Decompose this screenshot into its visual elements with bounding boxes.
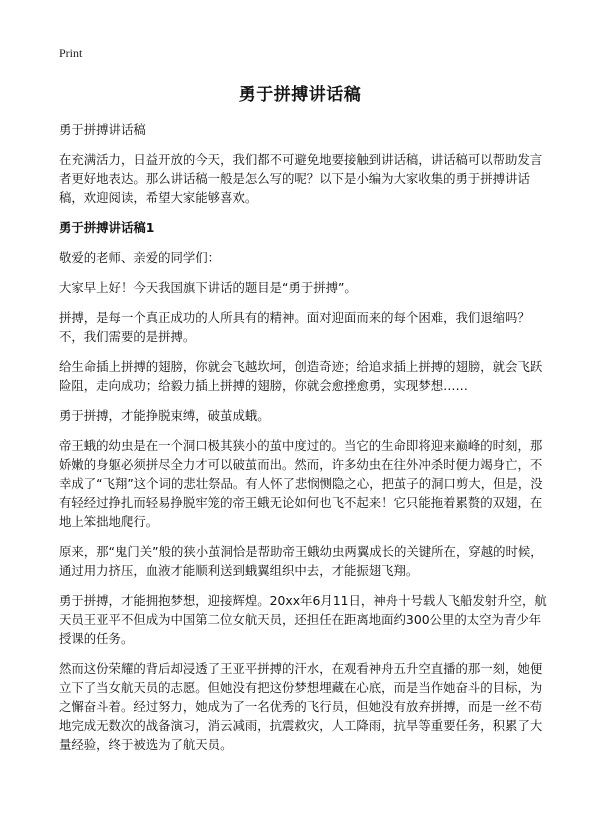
body-paragraph: 勇于拼搏，才能拥抱梦想，迎接辉煌。20xx年6月11日，神舟十号载人飞船发射升空，航天员王亚平不但成为中国第二位女航天员，还担任在距离地面约300公里的太空为青少年授课的任务。 [59, 593, 547, 646]
body-paragraph: 勇于拼搏，才能挣脱束缚，破茧成蛾。 [59, 408, 270, 423]
document-body [59, 120, 549, 765]
body-paragraph: 大家早上好！今天我国旗下讲话的题目是“勇于拼搏”。 [59, 280, 357, 295]
section-heading: 勇于拼搏讲话稿1 [59, 220, 155, 235]
salutation-paragraph: 敬爱的老师、亲爱的同学们： [59, 250, 221, 265]
print-link[interactable]: Print [59, 46, 83, 60]
body-paragraph: 帝王蛾的幼虫是在一个洞口极其狭小的茧中度过的。当它的生命即将迎来巅峰的时刻，那娇嫩的身躯必须拼尽全力才可以破茧而出。然而，许多幼虫在往外冲杀时便力竭身亡，不幸成了“飞翔”这个词的悲壮祭品。有人怀了悲悯恻隐之心，把茧子的洞口剪大，但是，没有轻经过挣扎而轻易挣脱牢笼的帝王蛾无论如何也飞不起来！它只能拖着累赘的双翅，在地上笨拙地爬行。 [59, 438, 543, 529]
page-title: 勇于拼搏讲话稿 [238, 85, 362, 105]
body-paragraph: 原来，那“鬼门关”般的狭小茧洞恰是帮助帝王蛾幼虫两翼成长的关键所在，穿越的时候，通过用力挤压，血液才能顺利送到蛾翼组织中去，才能振翅飞翔。 [59, 544, 543, 578]
intro-paragraph: 在充满活力，日益开放的今天，我们都不可避免地要接触到讲话稿，讲话稿可以帮助发言者更好地表达。那么讲话稿一般是怎么写的呢？以下是小编为大家收集的勇于拼搏讲话稿，欢迎阅读，希望大家能够喜欢。 [59, 152, 543, 205]
body-paragraph: 拼搏，是每一个真正成功的人所具有的精神。面对迎面而来的每个困难，我们退缩吗？不，我们需要的是拼搏。 [59, 310, 530, 344]
body-paragraph: 然而这份荣耀的背后却浸透了王亚平拼搏的汗水，在观看神舟五升空直播的那一刻，她便立下了当女航天员的志愿。但她没有把这份梦想埋藏在心底，而是当作她奋斗的目标，为之懈奋斗着。经过努力，她成为了一名优秀的飞行员，但她没有放弃拼搏，而是一丝不苟地完成无数次的战备演习，消云减雨，抗震救灾，人工降雨，抗旱等重要任务，积累了大量经验，终于被选为了航天员。 [59, 661, 543, 752]
body-paragraph: 给生命插上拼搏的翅膀，你就会飞越坎坷，创造奇迹；给追求插上拼搏的翅膀，就会飞跃险阻，走向成功；给毅力插上拼搏的翅膀，你就会愈挫愈勇，实现梦想…… [59, 359, 543, 393]
subtitle-paragraph: 勇于拼搏讲话稿 [59, 122, 146, 137]
